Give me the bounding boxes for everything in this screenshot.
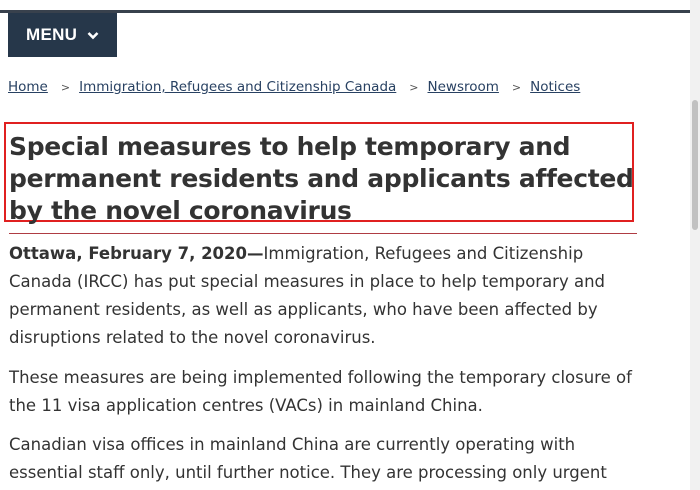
- breadcrumb-newsroom[interactable]: Newsroom: [427, 79, 499, 95]
- page-title: Special measures to help temporary and permanent residents and applicants affected by the novel coronavirus: [9, 132, 634, 225]
- article-paragraph: Canadian visa offices in mainland China are currently operating with essential staff only, until further notice. They are processing only urgent: [9, 435, 607, 482]
- article-paragraph: These measures are being implemented following the temporary closure of the 11 visa application centres (VACs) in mainland China.: [9, 368, 632, 415]
- title-underline: [9, 233, 637, 234]
- paragraph-text: Immigration, Refugees and Citizenship Canada (IRCC) has put special measures in place to help temporary and permanent residents, as well as applicants, who have been affected by disruptions related to the novel coronavirus.: [9, 244, 606, 347]
- breadcrumb-home[interactable]: Home: [8, 79, 48, 95]
- article-paragraph: [9, 240, 644, 352]
- menu-label: MENU: [26, 25, 78, 44]
- page-scrollbar[interactable]: [690, 0, 700, 490]
- breadcrumb-ircc[interactable]: Immigration, Refugees and Citizenship Canada: [79, 79, 397, 95]
- breadcrumb-separator: >: [60, 81, 71, 94]
- menu-button[interactable]: [8, 13, 117, 57]
- breadcrumb: [8, 79, 580, 95]
- breadcrumb-separator: >: [511, 81, 522, 94]
- scrollbar-thumb[interactable]: [692, 100, 698, 230]
- breadcrumb-notices[interactable]: Notices: [530, 79, 581, 95]
- chevron-down-icon: [87, 31, 99, 40]
- breadcrumb-separator: >: [409, 81, 419, 94]
- dateline: Ottawa, February 7, 2020—: [9, 244, 264, 263]
